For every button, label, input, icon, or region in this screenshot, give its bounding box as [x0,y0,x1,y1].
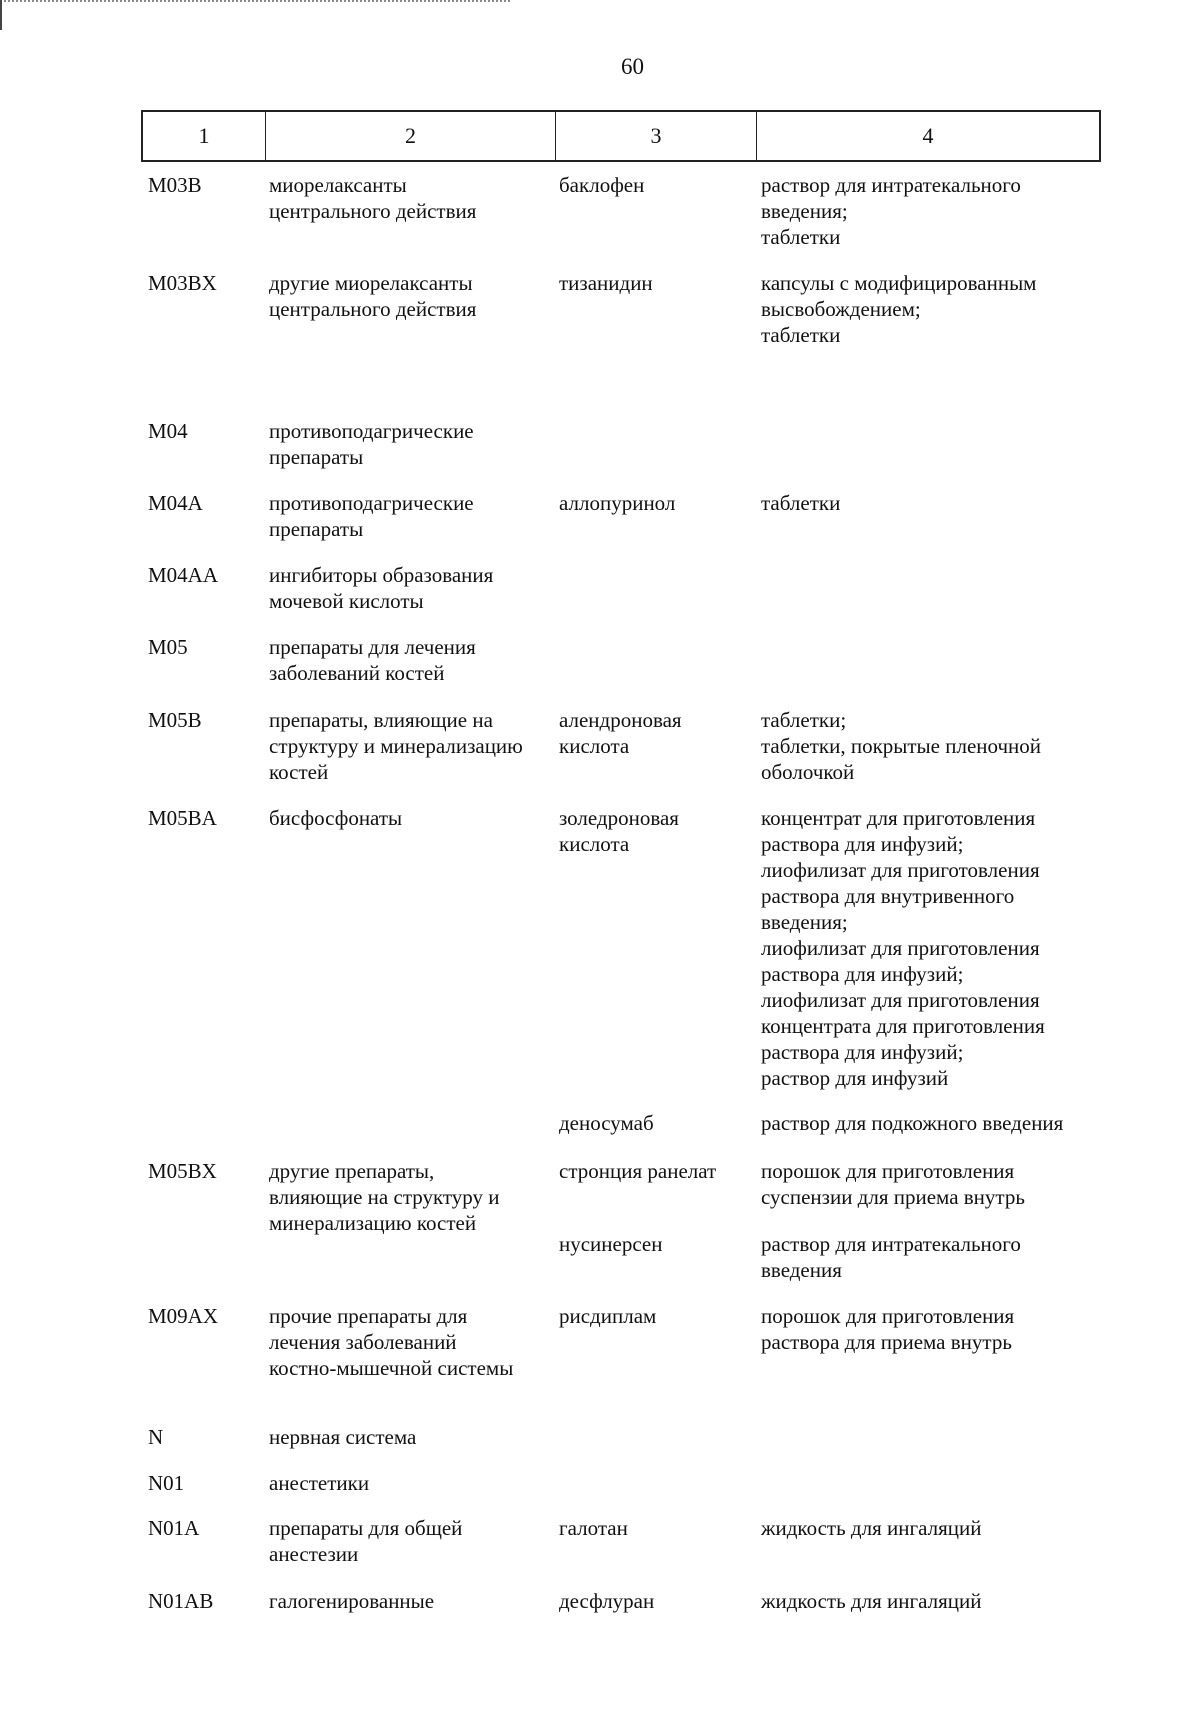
drug-name-cell-line: галотан [559,1516,628,1540]
atc-code-cell-line: M05B [148,708,202,732]
dosage-form-cell [761,1588,981,1614]
group-name-cell [269,1303,513,1381]
dosage-form-cell-line: раствора для внутривенного [761,884,1015,908]
dosage-form-cell-line: порошок для приготовления [761,1304,1015,1328]
group-name-cell-line: костей [269,760,329,784]
dosage-form-cell [761,1231,1021,1283]
drug-name-cell [559,805,679,857]
group-name-cell-line: влияющие на структуру и [269,1185,500,1209]
drug-name-cell-line: золедроновая [559,806,679,830]
group-name-cell [269,418,474,470]
group-name-cell [269,805,402,831]
dosage-form-cell-line: концентрат для приготовления [761,806,1036,830]
drug-name-cell-line: стронция ранелат [559,1159,717,1183]
atc-code-cell-line: M05BA [148,806,217,830]
header-col-1: 1 [198,123,210,148]
group-name-cell-line: противоподагрические [269,491,474,515]
atc-code-cell [148,634,188,660]
dosage-form-cell [761,1515,981,1541]
drug-name-cell [559,490,675,516]
dosage-form-cell-line: таблетки [761,491,841,515]
dosage-form-cell-line: введения; [761,910,848,934]
group-name-cell-line: костно-мышечной системы [269,1356,514,1380]
group-name-cell-line: другие препараты, [269,1159,435,1183]
atc-code-cell [148,562,218,588]
atc-code-cell [148,1303,218,1329]
group-name-cell-line: другие миорелаксанты [269,271,473,295]
atc-code-cell-line: N01A [148,1516,200,1540]
group-name-cell-line: ингибиторы образования [269,563,494,587]
group-name-cell-line: заболеваний костей [269,661,445,685]
atc-code-cell [148,418,188,444]
drug-name-cell-line: кислота [559,832,630,856]
dosage-form-cell-line: раствор для инфузий [761,1066,949,1090]
group-name-cell-line: препараты [269,517,364,541]
dosage-form-cell-line: оболочкой [761,760,855,784]
group-name-cell [269,1470,369,1496]
dosage-form-cell-line: раствор для подкожного введения [761,1111,1064,1135]
dosage-form-cell-line: раствора для приема внутрь [761,1330,1012,1354]
dosage-form-cell [761,490,840,516]
drug-name-cell [559,1515,628,1541]
atc-code-cell [148,805,217,831]
group-name-cell-line: прочие препараты для [269,1304,468,1328]
dosage-form-cell-line: введения; [761,199,848,223]
drug-name-cell-line: нусинерсен [559,1232,663,1256]
drug-name-cell-line: деносумаб [559,1111,654,1135]
drug-name-cell-line: кислота [559,734,630,758]
dosage-form-cell-line: лиофилизат для приготовления [761,936,1040,960]
atc-code-cell-line: N01 [148,1471,185,1495]
page-number: 60 [621,54,644,79]
dosage-form-cell-line: раствор для интратекального [761,173,1021,197]
dosage-form-cell [761,172,1021,250]
drug-name-cell [559,1231,663,1257]
dosage-form-cell-line: введения [761,1258,842,1282]
atc-code-cell [148,1588,213,1614]
atc-code-cell-line: M05BX [148,1159,217,1183]
group-name-cell-line: препараты [269,445,364,469]
dosage-form-cell-line: раствора для инфузий; [761,1040,964,1064]
dosage-form-cell-line: таблетки [761,323,841,347]
dosage-form-cell-line: порошок для приготовления [761,1159,1015,1183]
group-name-cell-line: мочевой кислоты [269,589,424,613]
group-name-cell-line: препараты для общей [269,1516,463,1540]
atc-code-cell-line: N01AB [148,1589,214,1613]
atc-code-cell [148,490,203,516]
scan-edge-top [0,0,510,4]
group-name-cell [269,1424,416,1450]
group-name-cell-line: бисфосфонаты [269,806,403,830]
group-name-cell-line: центрального действия [269,297,477,321]
header-col-4: 4 [756,112,1099,160]
dosage-form-cell-line: жидкость для ингаляций [761,1516,982,1540]
dosage-form-cell-line: раствора для инфузий; [761,962,964,986]
atc-code-cell-line: M04AA [148,563,219,587]
atc-code-cell [148,1515,199,1541]
dosage-form-cell [761,270,1036,348]
drug-name-cell [559,1588,654,1614]
group-name-cell [269,562,493,614]
atc-code-cell [148,707,202,733]
drug-name-cell [559,707,682,759]
dosage-form-cell-line: жидкость для ингаляций [761,1589,982,1613]
atc-code-cell [148,1424,163,1450]
dosage-form-cell [761,1303,1014,1355]
atc-code-cell-line: M03BX [148,271,217,295]
group-name-cell [269,634,476,686]
drug-name-cell [559,1110,654,1136]
dosage-form-cell-line: высвобождением; [761,297,921,321]
atc-code-cell-line: M05 [148,635,188,659]
dosage-form-cell-line: таблетки, покрытые пленочной [761,734,1042,758]
drug-name-cell [559,270,653,296]
dosage-form-cell-line: лиофилизат для приготовления [761,858,1040,882]
dosage-form-cell-line: капсулы с модифицированным [761,271,1037,295]
drug-name-cell-line: баклофен [559,173,645,197]
atc-code-cell-line: M03B [148,173,202,197]
atc-code-cell [148,172,202,198]
group-name-cell-line: нервная система [269,1425,417,1449]
dosage-form-cell [761,1110,1063,1136]
atc-code-cell-line: M09AX [148,1304,219,1328]
table-header [141,110,1101,162]
group-name-cell-line: миорелаксанты [269,173,407,197]
group-name-cell-line: структуру и минерализацию [269,734,523,758]
group-name-cell [269,707,523,785]
atc-code-cell [148,1470,184,1496]
scan-edge-left [0,0,2,30]
drug-name-cell [559,1303,656,1329]
group-name-cell-line: минерализацию костей [269,1211,477,1235]
dosage-form-cell-line: суспензии для приема внутрь [761,1185,1025,1209]
group-name-cell-line: препараты для лечения [269,635,476,659]
group-name-cell-line: лечения заболеваний [269,1330,457,1354]
group-name-cell-line: галогенированные [269,1589,435,1613]
atc-code-cell [148,1158,217,1184]
dosage-form-cell [761,707,1041,785]
drug-name-cell [559,172,644,198]
drug-name-cell-line: десфлуран [559,1589,655,1613]
dosage-form-cell-line: таблетки; [761,708,847,732]
group-name-cell-line: противоподагрические [269,419,474,443]
group-name-cell-line: анестетики [269,1471,370,1495]
dosage-form-cell-line: раствора для инфузий; [761,832,964,856]
group-name-cell-line: препараты, влияющие на [269,708,493,732]
dosage-form-cell [761,1158,1025,1210]
atc-code-cell-line: M04 [148,419,188,443]
drug-name-cell-line: аллопуринол [559,491,676,515]
group-name-cell [269,1158,500,1236]
group-name-cell-line: центрального действия [269,199,477,223]
atc-code-cell [148,270,217,296]
group-name-cell-line: анестезии [269,1542,359,1566]
dosage-form-cell-line: лиофилизат для приготовления [761,988,1040,1012]
drug-name-cell-line: тизанидин [559,271,653,295]
header-col-3: 3 [555,112,756,160]
dosage-form-cell [761,805,1045,1091]
dosage-form-cell-line: концентрата для приготовления [761,1014,1045,1038]
drug-name-cell [559,1158,716,1184]
group-name-cell [269,490,474,542]
group-name-cell [269,172,476,224]
group-name-cell [269,1588,434,1614]
drug-name-cell-line: рисдиплам [559,1304,657,1328]
dosage-form-cell-line: раствор для интратекального [761,1232,1021,1256]
group-name-cell [269,270,476,322]
drug-name-cell-line: алендроновая [559,708,682,732]
atc-code-cell-line: M04A [148,491,203,515]
atc-code-cell-line: N [148,1425,164,1449]
header-col-2: 2 [265,112,555,160]
group-name-cell [269,1515,462,1567]
dosage-form-cell-line: таблетки [761,225,841,249]
